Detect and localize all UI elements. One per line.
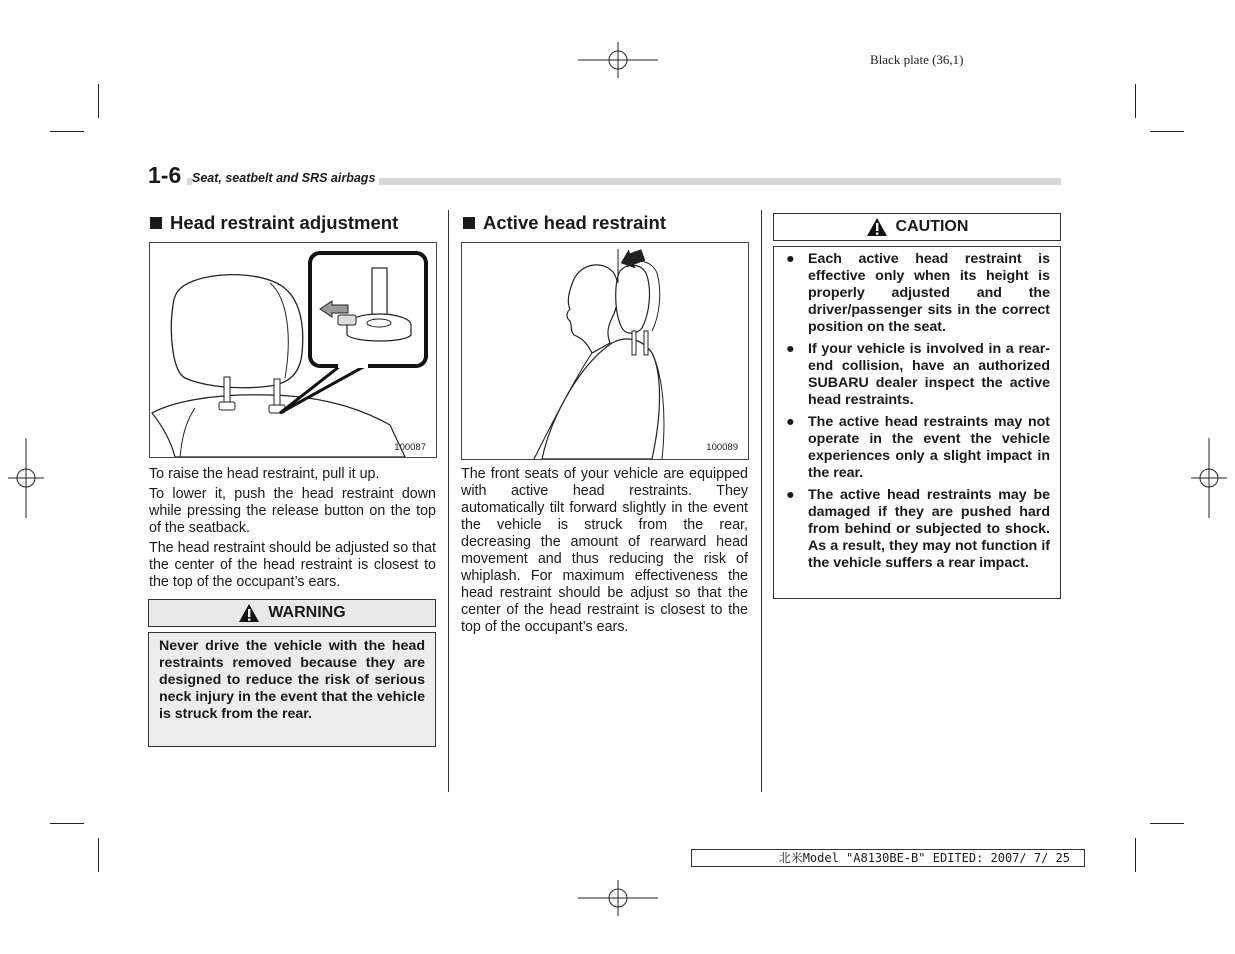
caution-item-text: The active head restraints may not operate in the event the vehicle experiences only a slight impact in the rear. [808, 414, 1050, 481]
crop-mark [1150, 823, 1184, 824]
caution-label: CAUTION [895, 218, 969, 235]
figure-active-head-restraint [461, 242, 749, 460]
caution-item [784, 414, 1050, 482]
registration-mark-icon [1191, 438, 1227, 518]
figure-head-restraint [149, 242, 437, 458]
registration-mark-icon [578, 880, 658, 916]
caution-header [773, 213, 1061, 241]
crop-mark [1135, 84, 1136, 118]
bullet-icon: ● [786, 487, 795, 503]
column-divider [761, 210, 762, 792]
crop-mark [1150, 131, 1184, 132]
caution-item [784, 341, 1050, 409]
paragraph: The front seats of your vehicle are equipped with active head restraints. They automatically tilt forward slightly in the event the vehicle is struck from the rear, decreasing the amount of rearward head movement and thus reducing the risk of whiplash. For maximum effectiveness the head restraint should be adjust so that the center of the head restraint is closest to the top of the occupant’s ears. [461, 466, 748, 635]
warning-triangle-icon [238, 603, 260, 623]
crop-mark [50, 131, 84, 132]
warning-label: WARNING [268, 604, 346, 621]
registration-mark-icon [578, 42, 658, 78]
crop-mark [98, 838, 99, 872]
warning-text: Never drive the vehicle with the head restraints removed because they are designed to reduce the risk of serious neck injury in the event that the vehicle is struck from the rear. [148, 632, 436, 747]
warning-triangle-icon [866, 217, 888, 237]
warning-header [148, 599, 436, 627]
edit-info-footer: 北米Model "A8130BE-B" EDITED: 2007/ 7/ 25 [691, 849, 1085, 867]
caution-item [784, 487, 1050, 572]
caution-list [773, 246, 1061, 599]
paragraph: To raise the head restraint, pull it up. [149, 466, 380, 482]
crop-mark [50, 823, 84, 824]
figure-number: 100089 [706, 442, 738, 453]
crop-mark [1135, 838, 1136, 872]
registration-mark-icon [8, 438, 44, 518]
bullet-icon: ● [786, 251, 795, 267]
heading-text: Active head restraint [483, 212, 667, 233]
caution-item-text: Each active head restraint is effective only when its height is properly adjusted and the driver/passenger sits in the correct position on the seat. [808, 251, 1050, 335]
caution-item-text: The active head restraints may be damaged if they are pushed hard from behind or subjected to shock. As a result, they may not function if the vehicle suffers a rear impact. [808, 487, 1050, 571]
paragraph: The head restraint should be adjusted so that the center of the head restraint is closest to the top of the occupant’s ears. [149, 540, 436, 590]
head-restraint-illustration [150, 243, 436, 457]
heading-text: Head restraint adjustment [170, 212, 399, 233]
heading-marker-icon [463, 217, 475, 229]
section-heading [150, 212, 398, 234]
crop-mark [98, 84, 99, 118]
plate-label: Black plate (36,1) [870, 52, 964, 67]
caution-item-text: If your vehicle is involved in a rear-end collision, have an authorized SUBARU dealer inspect the active head restraints. [808, 341, 1050, 408]
figure-number: 100087 [394, 442, 426, 453]
page-number: 1-6 [148, 161, 187, 189]
heading-marker-icon [150, 217, 162, 229]
column-divider [448, 210, 449, 792]
paragraph: To lower it, push the head restraint down while pressing the release button on the top of the seatback. [149, 486, 436, 536]
active-head-restraint-illustration [462, 243, 748, 459]
bullet-icon: ● [786, 341, 795, 357]
section-heading [463, 212, 666, 234]
section-title: Seat, seatbelt and SRS airbags [192, 171, 379, 185]
bullet-icon: ● [786, 414, 795, 430]
caution-item [784, 251, 1050, 336]
